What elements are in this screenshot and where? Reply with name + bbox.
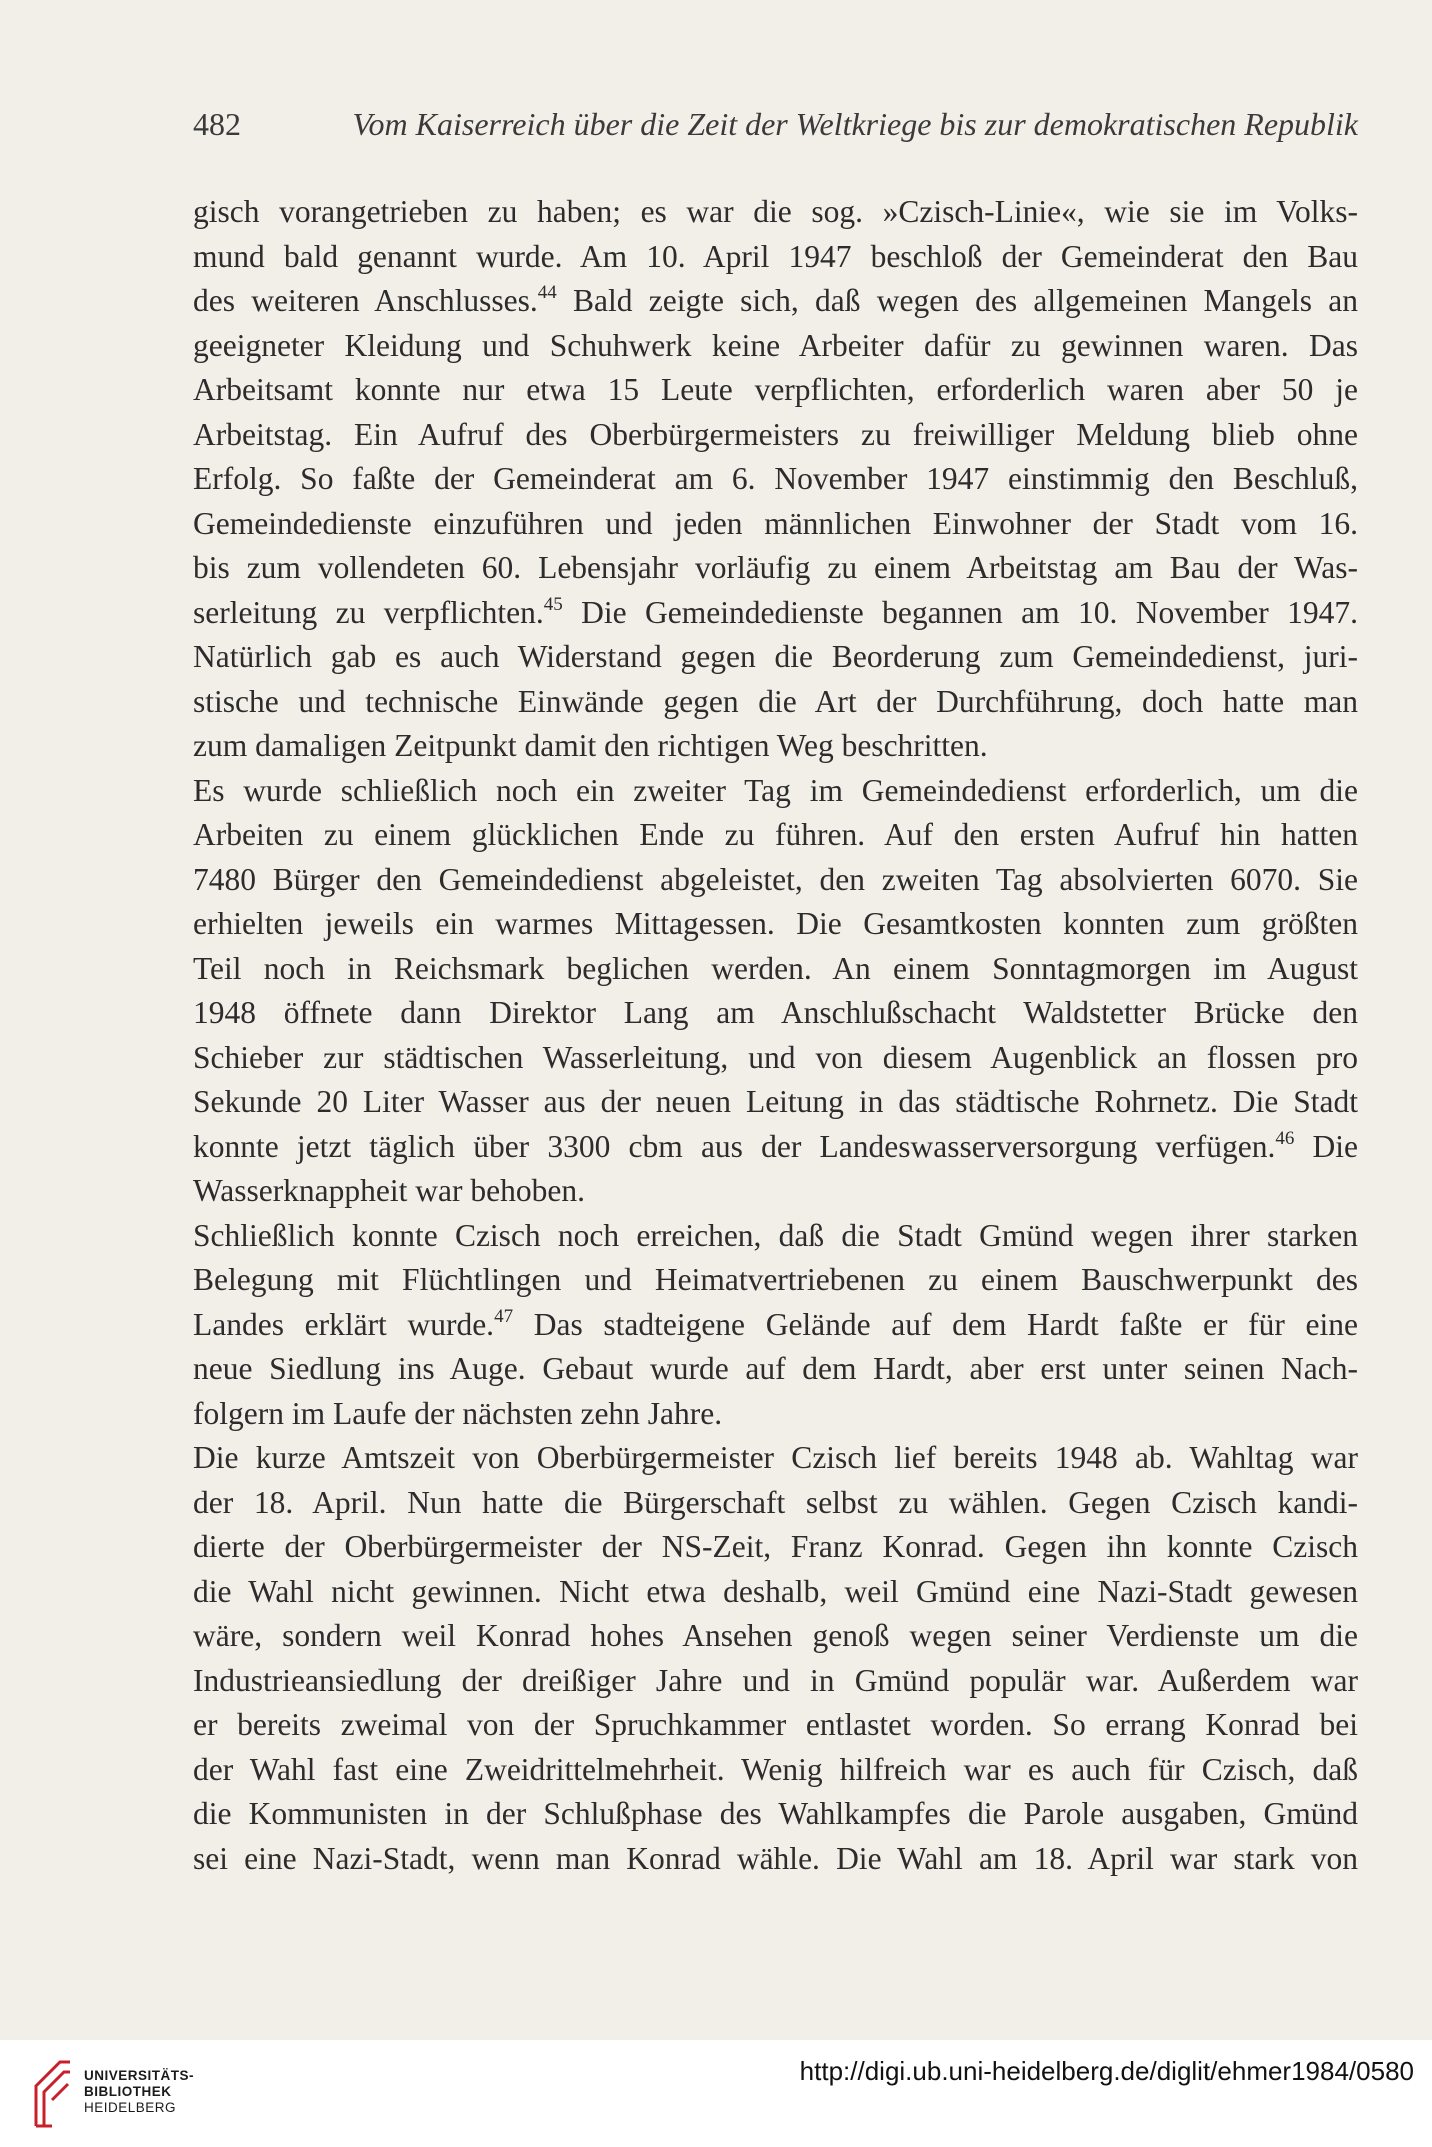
text-line: [193, 1258, 1358, 1303]
text-line-content: gisch vorangetrieben zu haben; es war die sog. »Czisch-Linie«, wie sie im Volks-: [193, 194, 1358, 229]
text-line-content: des weiteren Anschlusses.: [193, 283, 538, 318]
text-line: [193, 769, 1358, 814]
text-line: [193, 635, 1358, 680]
library-logo-icon: [30, 2056, 74, 2132]
text-line: [193, 502, 1358, 547]
text-line-content: Erfolg. So faßte der Gemeinderat am 6. November 1947 einstimmig den Beschluß,: [193, 461, 1358, 496]
library-name: [84, 2068, 194, 2116]
text-line: [193, 1347, 1358, 1392]
text-line-content: 7480 Bürger den Gemeindedienst abgeleistet, den zweiten Tag absolvierten 6070. Sie: [193, 861, 1358, 897]
footnote-marker: 46: [1275, 1127, 1295, 1149]
text-line: [193, 1169, 1358, 1214]
text-line: [193, 1125, 1358, 1170]
text-line-content: mund bald genannt wurde. Am 10. April 1947 beschloß der Gemeinderat den Bau: [193, 238, 1358, 274]
text-line: [193, 1214, 1358, 1259]
text-line-continuation: Die: [1294, 1128, 1359, 1164]
text-line: [193, 279, 1358, 324]
text-line: [193, 1703, 1358, 1748]
text-line-content: neue Siedlung ins Auge. Gebaut wurde auf dem Hardt, aber erst unter seinen Nach-: [193, 1351, 1358, 1386]
text-line-content: die Kommunisten in der Schlußphase des Wahlkampfes die Parole ausgaben, Gmünd: [193, 1796, 1358, 1831]
text-line-content: Industrieansiedlung der dreißiger Jahre und in Gmünd populär war. Außerdem war: [193, 1662, 1358, 1698]
text-line-content: Teil noch in Reichsmark beglichen werden. An einem Sonntagmorgen im August: [193, 950, 1358, 986]
text-line-content: Landes erklärt wurde.: [193, 1306, 495, 1342]
text-line-content: Sekunde 20 Liter Wasser aus der neuen Leitung in das städtische Rohrnetz. Die Stadt: [193, 1084, 1358, 1119]
text-line-continuation: Die Gemeindedienste begannen am 10. November 1947.: [562, 594, 1358, 630]
text-line-content: sei eine Nazi-Stadt, wenn man Konrad wähle. Die Wahl am 18. April war stark von: [193, 1840, 1358, 1876]
library-name-line1: UNIVERSITÄTS-: [84, 2068, 195, 2083]
text-line: [193, 1436, 1358, 1481]
footnote-marker: 47: [494, 1305, 514, 1327]
page-number: 482: [193, 106, 241, 142]
library-name-line2: BIBLIOTHEK: [84, 2084, 172, 2099]
text-line-content: erhielten jeweils ein warmes Mittagessen. Die Gesamtkosten konnten zum größten: [193, 906, 1358, 941]
text-line: [193, 1036, 1358, 1081]
text-line: [193, 1748, 1358, 1793]
text-line: [193, 724, 1358, 769]
text-line: [193, 1837, 1358, 1882]
text-line: [193, 1659, 1358, 1704]
text-line: [193, 190, 1358, 235]
running-head: Vom Kaiserreich über die Zeit der Weltkriege bis zur demokratischen Republik: [352, 106, 1358, 142]
text-line: [193, 813, 1358, 858]
text-line-content: Arbeiten zu einem glücklichen Ende zu führen. Auf den ersten Aufruf hin hatten: [193, 817, 1358, 852]
text-line-content: folgern im Laufe der nächsten zehn Jahre.: [193, 1395, 723, 1431]
text-line: [193, 858, 1358, 903]
text-line: [193, 457, 1358, 502]
text-line-continuation: Das stadteigene Gelände auf dem Hardt faßte er für eine: [513, 1306, 1358, 1342]
text-line: [193, 324, 1358, 369]
library-name-line3: HEIDELBERG: [84, 2100, 177, 2115]
text-line-content: er bereits zweimal von der Spruchkammer entlastet worden. So errang Konrad bei: [193, 1707, 1358, 1742]
text-line-content: Wasserknappheit war behoben.: [193, 1173, 585, 1208]
text-line: [193, 368, 1358, 413]
text-line-content: konnte jetzt täglich über 3300 cbm aus der Landeswasserversorgung verfügen.: [193, 1128, 1276, 1164]
body-text: [193, 190, 1358, 1881]
text-line: [193, 546, 1358, 591]
text-line-content: bis zum vollendeten 60. Lebensjahr vorläufig zu einem Arbeitstag am Bau der Was-: [193, 550, 1358, 585]
text-line-content: serleitung zu verpflichten.: [193, 594, 544, 630]
text-line-content: Es wurde schließlich noch ein zweiter Tag im Gemeindedienst erforderlich, um die: [193, 772, 1358, 808]
text-line-content: der 18. April. Nun hatte die Bürgerschaft selbst zu wählen. Gegen Czisch kandi-: [193, 1484, 1358, 1520]
footnote-marker: 44: [537, 282, 557, 303]
text-line-content: die Wahl nicht gewinnen. Nicht etwa deshalb, weil Gmünd eine Nazi-Stadt gewesen: [193, 1573, 1358, 1609]
text-line-content: Belegung mit Flüchtlingen und Heimatvertriebenen zu einem Bauschwerpunkt des: [193, 1262, 1358, 1297]
text-line: [193, 902, 1358, 947]
text-line: [193, 1570, 1358, 1615]
text-line: [193, 413, 1358, 458]
text-line-content: stische und technische Einwände gegen die Art der Durchführung, doch hatte man: [193, 683, 1358, 719]
text-line-content: Arbeitstag. Ein Aufruf des Oberbürgermeisters zu freiwilliger Meldung blieb ohne: [193, 416, 1358, 452]
text-line: [193, 1303, 1358, 1348]
text-line: [193, 991, 1358, 1036]
text-line: [193, 1392, 1358, 1437]
text-line-content: geeigneter Kleidung und Schuhwerk keine Arbeiter dafür zu gewinnen waren. Das: [193, 327, 1358, 363]
text-line-content: Arbeitsamt konnte nur etwa 15 Leute verpflichten, erforderlich waren aber 50 je: [193, 372, 1358, 407]
text-line: [193, 1525, 1358, 1570]
text-line: [193, 1614, 1358, 1659]
text-line-content: wäre, sondern weil Konrad hohes Ansehen genoß wegen seiner Verdienste um die: [193, 1618, 1358, 1653]
text-line-content: zum damaligen Zeitpunkt damit den richtigen Weg beschritten.: [193, 728, 988, 763]
text-line: [193, 1792, 1358, 1837]
text-line-content: Schieber zur städtischen Wasserleitung, und von diesem Augenblick an flossen pro: [193, 1039, 1358, 1075]
text-line: [193, 680, 1358, 725]
text-line: [193, 1080, 1358, 1125]
text-line-content: 1948 öffnete dann Direktor Lang am Anschlußschacht Waldstetter Brücke den: [193, 995, 1358, 1030]
text-line-content: Schließlich konnte Czisch noch erreichen, daß die Stadt Gmünd wegen ihrer starken: [193, 1217, 1358, 1253]
page-header: [193, 106, 1358, 150]
footnote-marker: 45: [543, 593, 563, 615]
text-line: [193, 947, 1358, 992]
source-url[interactable]: http://digi.ub.uni-heidelberg.de/diglit/ehmer1984/0580: [799, 2056, 1414, 2086]
text-line-content: Die kurze Amtszeit von Oberbürgermeister Czisch lief bereits 1948 ab. Wahltag war: [193, 1440, 1358, 1475]
text-line-content: der Wahl fast eine Zweidrittelmehrheit. Wenig hilfreich war es auch für Czisch, daß: [193, 1751, 1358, 1787]
text-line: [193, 235, 1358, 280]
text-line-continuation: Bald zeigte sich, daß wegen des allgemeinen Mangels an: [556, 283, 1358, 318]
text-line-content: Natürlich gab es auch Widerstand gegen die Beorderung zum Gemeindedienst, juri-: [193, 639, 1358, 674]
text-line-content: dierte der Oberbürgermeister der NS-Zeit, Franz Konrad. Gegen ihn konnte Czisch: [193, 1529, 1358, 1564]
text-line-content: Gemeindedienste einzuführen und jeden männlichen Einwohner der Stadt vom 16.: [193, 505, 1358, 541]
text-line: [193, 1481, 1358, 1526]
text-line: [193, 591, 1358, 636]
